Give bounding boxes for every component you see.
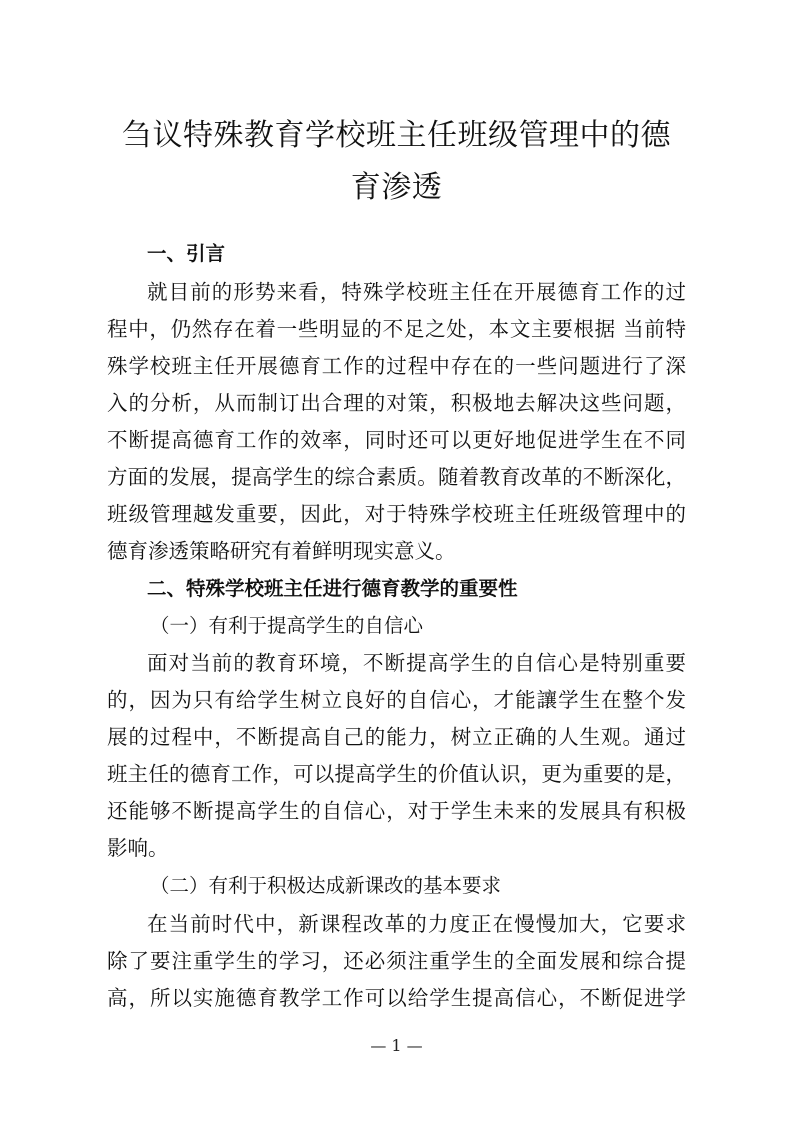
paragraph-line: 程中，仍然存在着一些明显的不足之处，本文主要根据 当前特 <box>107 317 686 341</box>
paragraph-line: 殊学校班主任开展德育工作的过程中存在的一些问题进行了深 <box>107 354 686 378</box>
page-number: — 1 — <box>370 1036 423 1055</box>
paragraph-line: 班主任的德育工作，可以提高学生的价值认识，更为重要的是， <box>107 762 686 786</box>
paragraph-line: 面对当前的教育环境，不断提高学生的自信心是特别重要 <box>147 651 686 675</box>
paragraph-line: 高，所以实施德育教学工作可以给学生提高信心，不断促进学 <box>107 986 686 1010</box>
paragraph-line: 影响。 <box>107 836 169 860</box>
paragraph-line: 不断提高德育工作的效率，同时还可以更好地促进学生在不同 <box>107 428 686 452</box>
paragraph-line: 在当前时代中，新课程改革的力度正在慢慢加大，它要求 <box>147 912 686 936</box>
paragraph-line: 就目前的形势来看，特殊学校班主任在开展德育工作的过 <box>147 280 686 304</box>
document-title <box>100 110 693 214</box>
section-heading-importance: 二、特殊学校班主任进行德育教学的重要性 <box>147 577 518 600</box>
paragraph-line: 除了要注重学生的学习，还必须注重学生的全面发展和综合提 <box>107 949 686 973</box>
paragraph-line: 的，因为只有给学生树立良好的自信心，才能讓学生在整个发 <box>107 688 686 712</box>
paragraph-line: 班级管理越发重要，因此，对于特殊学校班主任班级管理中的 <box>107 502 686 526</box>
paragraph-line: 展的过程中，不断提高自己的能力，树立正确的人生观。通过 <box>107 725 686 749</box>
paragraph-line: 德育渗透策略研究有着鲜明现实意义。 <box>107 539 456 563</box>
title-line-2: 育渗透 <box>350 170 443 205</box>
paragraph-line: 方面的发展，提高学生的综合素质。随着教育改革的不断深化， <box>107 465 686 489</box>
section-heading-intro: 一、引言 <box>147 242 226 265</box>
subsection-heading-curriculum-reform: （二）有利于积极达成新课改的基本要求 <box>150 874 502 897</box>
subsection-heading-confidence: （一）有利于提高学生的自信心 <box>150 614 424 637</box>
title-line-1: 刍议特殊教育学校班主任班级管理中的德 <box>122 118 671 153</box>
paragraph-line: 入的分析，从而制订出合理的对策，积极地去解决这些问题， <box>107 391 686 415</box>
paragraph-line: 还能够不断提高学生的自信心，对于学生未来的发展具有积极 <box>107 799 686 823</box>
